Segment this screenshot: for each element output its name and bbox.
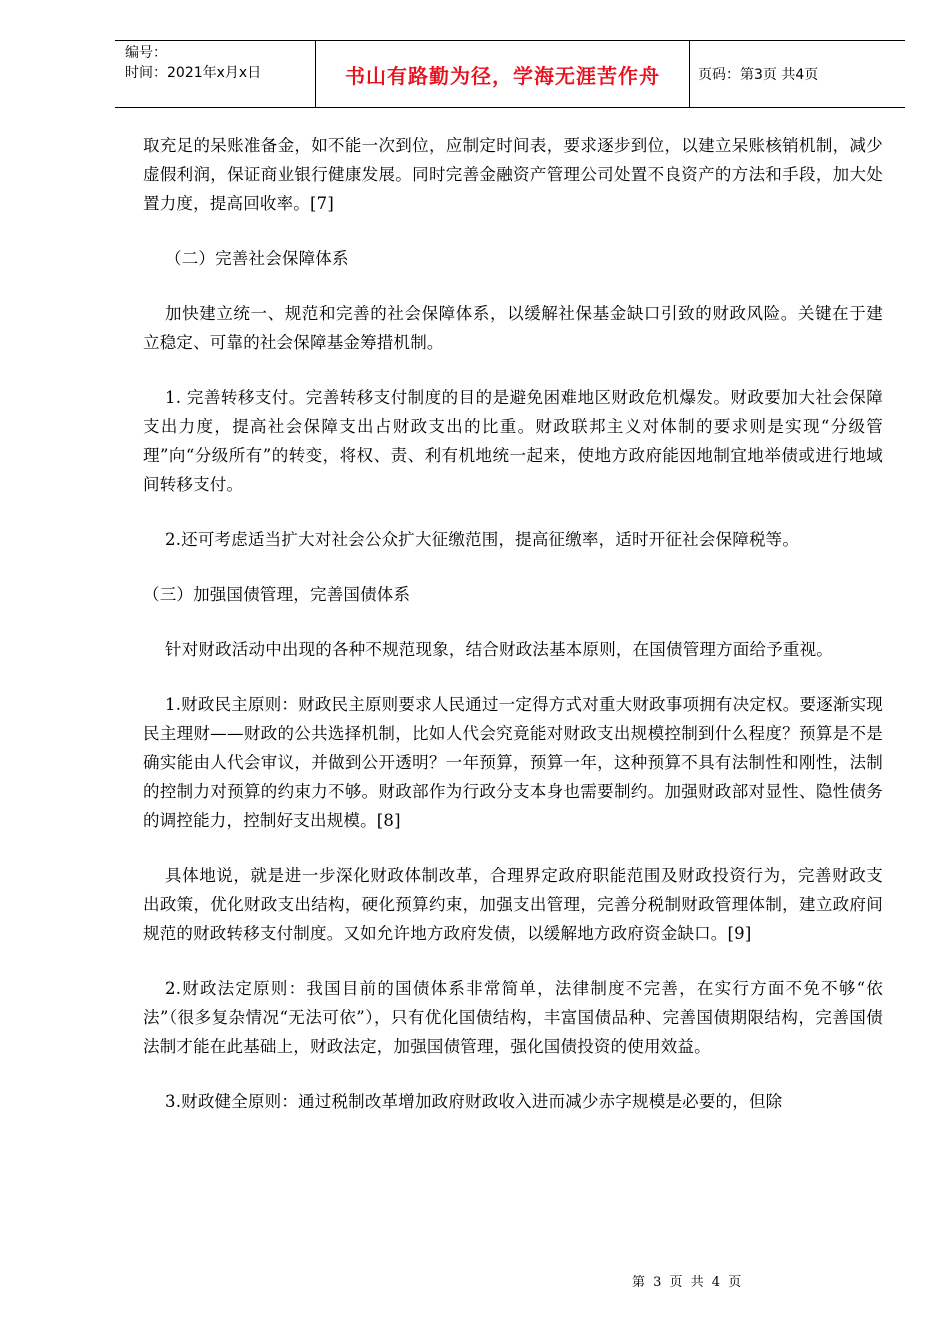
page-footer: 第 3 页 共 4 页 <box>632 1275 744 1290</box>
paragraph: 具体地说，就是进一步深化财政体制改革，合理界定政府职能范围及财政投资行为，完善财政支出政策，优化财政支出结构，硬化预算约束，加强支出管理，完善分税制财政管理体制，建立政府间规范的财政转移支付制度。又如允许地方政府发债，以缓解地方政府资金缺口。[9] <box>143 866 883 943</box>
header-page-cell <box>690 41 905 107</box>
header-motto-cell <box>315 41 690 107</box>
paragraph: 加快建立统一、规范和完善的社会保障体系，以缓解社保基金缺口引致的财政风险。关键在于建立稳定、可靠的社会保障基金筹措机制。 <box>143 304 883 352</box>
header-page-info: 页码：第3页 共4页 <box>698 67 819 83</box>
paragraph: 针对财政活动中出现的各种不规范现象，结合财政法基本原则，在国债管理方面给予重视。 <box>165 640 833 659</box>
paragraph-continuation: 取充足的呆账准备金，如不能一次到位，应制定时间表，要求逐步到位，以建立呆账核销机制，减少虚假利润，保证商业银行健康发展。同时完善金融资产管理公司处置不良资产的方法和手段，加大处置力度，提高回收率。[7] <box>143 136 883 213</box>
header-meta <box>115 41 315 107</box>
serial-label: 编号： <box>125 45 167 61</box>
document-body <box>143 131 883 1142</box>
section-heading-3: （三）加强国债管理，完善国债体系 <box>143 585 411 604</box>
paragraph: 1. 完善转移支付。完善转移支付制度的目的是避免困难地区财政危机爆发。财政要加大社会保障支出力度，提高社会保障支出占财政支出的比重。财政联邦主义对体制的要求则是实现“分级管理”向“分级所有”的转变，将权、责、利有机地统一起来，使地方政府能因地制宜地举债或进行地域间转移支付。 <box>143 388 883 494</box>
paragraph: 2.财政法定原则：我国目前的国债体系非常简单，法律制度不完善，在实行方面不免不够“依法”（很多复杂情况“无法可依”），只有优化国债结构，丰富国债品种、完善国债期限结构，完善国债法制才能在此基础上，财政法定，加强国债管理，强化国债投资的使用效益。 <box>143 979 883 1056</box>
page-header <box>115 40 905 108</box>
paragraph: 1.财政民主原则：财政民主原则要求人民通过一定得方式对重大财政事项拥有决定权。要逐渐实现民主理财——财政的公共选择机制，比如人代会究竟能对财政支出规模控制到什么程度？预算是不是确实能由人代会审议，并做到公开透明？一年预算，预算一年，这种预算不具有法制性和刚性，法制的控制力对预算的约束力不够。财政部作为行政分支本身也需要制约。加强财政部对显性、隐性债务的调控能力，控制好支出规模。[8] <box>143 695 883 830</box>
section-heading-2: （二）完善社会保障体系 <box>165 249 349 268</box>
motto-text: 书山有路勤为径，学海无涯苦作舟 <box>345 63 660 88</box>
paragraph: 3.财政健全原则：通过税制改革增加政府财政收入进而减少赤字规模是必要的，但除 <box>165 1092 783 1111</box>
paragraph: 2.还可考虑适当扩大对社会公众扩大征缴范围，提高征缴率，适时开征社会保障税等。 <box>165 530 800 549</box>
time-label: 时间：2021年x月x日 <box>125 65 262 81</box>
